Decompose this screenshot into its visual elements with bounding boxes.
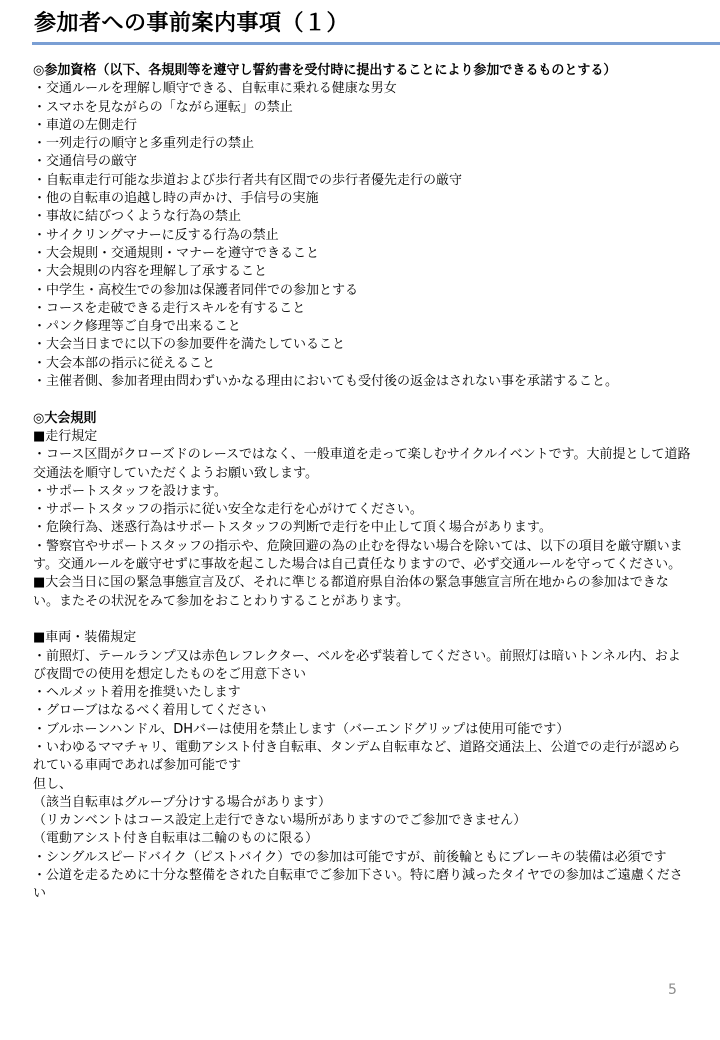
spacer (33, 391, 693, 409)
list-item: ・事故に結びつくような行為の禁止 (33, 209, 242, 225)
list-item: ・グローブはなるべく着用してください (33, 703, 267, 719)
list-item: ・大会当日までに以下の参加要件を満たしていること (33, 337, 346, 353)
list-item: ・一列走行の順守と多重列走行の禁止 (33, 136, 255, 152)
list-item: ・いわゆるママチャリ、電動アシスト付き自転車、タンデム自転車など、道路交通法上、公道での走行が認められている車両であれば参加可能です (33, 739, 681, 774)
list-item: ・危険行為、迷惑行為はサポートスタッフの判断で走行を中止して頂く場合があります。 (33, 520, 552, 536)
spacer (33, 611, 693, 629)
title-underline (32, 42, 720, 45)
list-item: ・警察官やサポートスタッフの指示や、危険回避の為の止むを得ない場合を除いては、以下の項目を厳守願います。交通ルールを厳守せずに事故を起こした場合は自己責任なりますので、必ず交通ルールを守ってください。 (33, 538, 683, 573)
list-item: ・他の自転車の追越し時の声かけ、手信号の実施 (33, 191, 319, 207)
page-number: 5 (668, 982, 677, 998)
subheading-riding-rules: ■走行規定 (33, 428, 98, 444)
riding-rules-list (33, 446, 693, 611)
list-item: ・サイクリングマナーに反する行為の禁止 (33, 227, 279, 243)
list-item: ・コースを走破できる走行スキルを有すること (33, 300, 306, 316)
section-heading-rules: ◎大会規則 (33, 410, 97, 426)
list-item: ・ブルホーンハンドル、DHバーは使用を禁止します（バーエンドグリップは使用可能です） (33, 721, 570, 737)
list-item: ・コース区間がクローズドのレースではなく、一般車道を走って楽しむサイクルイベントです。大前提として道路交通法を順守していただくようお願い致します。 (33, 447, 691, 481)
list-item: 但し、 (33, 776, 73, 792)
equipment-rules-list (33, 648, 693, 904)
list-item: ・公道を走るために十分な整備をされた自転車でご参加下さい。特に磨り減ったタイヤでの参加はご遠慮ください (33, 868, 683, 902)
list-item: ・自転車走行可能な歩道および歩行者共有区間での歩行者優先走行の厳守 (33, 172, 463, 188)
list-item: ・サポートスタッフを設けます。 (33, 483, 227, 499)
list-item: （リカンベントはコース設定上走行できない場所がありますのでご参加できません） (33, 813, 527, 829)
eligibility-list (33, 80, 693, 391)
subheading-equipment-rules: ■車両・装備規定 (33, 630, 137, 646)
list-item: ・サポートスタッフの指示に従い安全な走行を心がけてください。 (33, 502, 423, 518)
list-item: （電動アシスト付き自転車は二輪のものに限る） (33, 831, 319, 847)
list-item: ・大会規則の内容を理解し了承すること (33, 264, 268, 280)
list-item: ・交通ルールを理解し順守できる、自転車に乗れる健康な男女 (33, 81, 397, 97)
document-body (33, 62, 693, 904)
list-item: ■大会当日に国の緊急事態宣言及び、それに準じる都道府県自治体の緊急事態宣言所在地からの参加はできない。またその状況をみて参加をおことわりすることがあります。 (33, 575, 669, 609)
list-item: ・シングルスピードバイク（ピストバイク）での参加は可能ですが、前後輪ともにブレーキの装備は必須です (33, 849, 667, 865)
list-item: ・車道の左側走行 (33, 117, 138, 133)
list-item: ・大会規則・交通規則・マナーを遵守できること (33, 245, 320, 261)
list-item: （該当自転車はグループ分けする場合があります） (33, 794, 331, 810)
list-item: ・交通信号の厳守 (33, 154, 138, 170)
list-item: ・前照灯、テールランプ又は赤色レフレクター、ベルを必ず装着してください。前照灯は暗いトンネル内、および夜間での使用を想定したものをご用意下さい (33, 648, 681, 682)
list-item: ・主催者側、参加者理由問わずいかなる理由においても受付後の返金はされない事を承諾すること。 (33, 374, 619, 390)
list-item: ・パンク修理等ご自身で出来ること (33, 319, 241, 335)
page-title: 参加者への事前案内事項（１） (34, 11, 350, 36)
list-item: ・ヘルメット着用を推奨いたします (33, 685, 241, 701)
list-item: ・大会本部の指示に従えること (33, 355, 216, 371)
section-heading-eligibility: ◎参加資格（以下、各規則等を遵守し誓約書を受付時に提出することにより参加できるものとする） (33, 63, 617, 78)
list-item: ・スマホを見ながらの「ながら運転」の禁止 (33, 99, 293, 115)
list-item: ・中学生・高校生での参加は保護者同伴での参加とする (33, 282, 359, 298)
